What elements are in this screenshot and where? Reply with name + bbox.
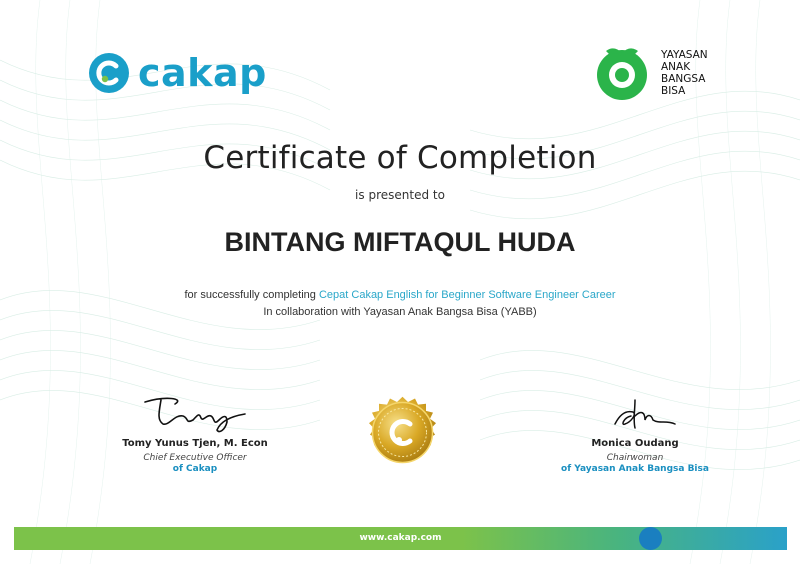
presented-to-text: is presented to [355,188,445,202]
chairwoman-name: Monica Oudang [591,438,679,449]
cakap-logo [88,50,268,96]
signature-block-ceo [110,390,280,474]
chairwoman-org: of Yayasan Anak Bangsa Bisa [561,464,709,474]
signature-block-chairwoman [550,390,720,474]
chairwoman-role: Chairwoman [606,453,664,463]
footer-url[interactable]: www.cakap.com [359,533,442,543]
yabb-logo-icon [592,43,652,103]
gold-seal-badge [355,385,450,480]
signature-chairwoman [575,390,695,434]
certificate-title: Certificate of Completion [203,140,597,176]
ceo-name: Tomy Yunus Tjen, M. Econ [122,438,268,449]
completion-prefix: for successfully completing [184,289,316,301]
course-name: Cepat Cakap English for Beginner Software Engineer Career [318,289,616,301]
completion-line [0,289,800,301]
yabb-logo-text: YAYASAN ANAK BANGSA BISA [661,49,708,97]
ceo-org: of Cakap [172,464,218,474]
cakap-logo-icon [88,52,130,94]
ceo-role: Chief Executive Officer [143,453,247,463]
collaboration-line: In collaboration with Yayasan Anak Bangsa Bisa (YABB) [263,306,537,318]
cakap-logo-text: cakap [138,51,267,95]
footer-bar [14,527,787,550]
recipient-name: BINTANG MIFTAQUL HUDA [224,227,576,257]
yabb-logo [592,42,742,104]
signature-ceo [135,390,255,434]
